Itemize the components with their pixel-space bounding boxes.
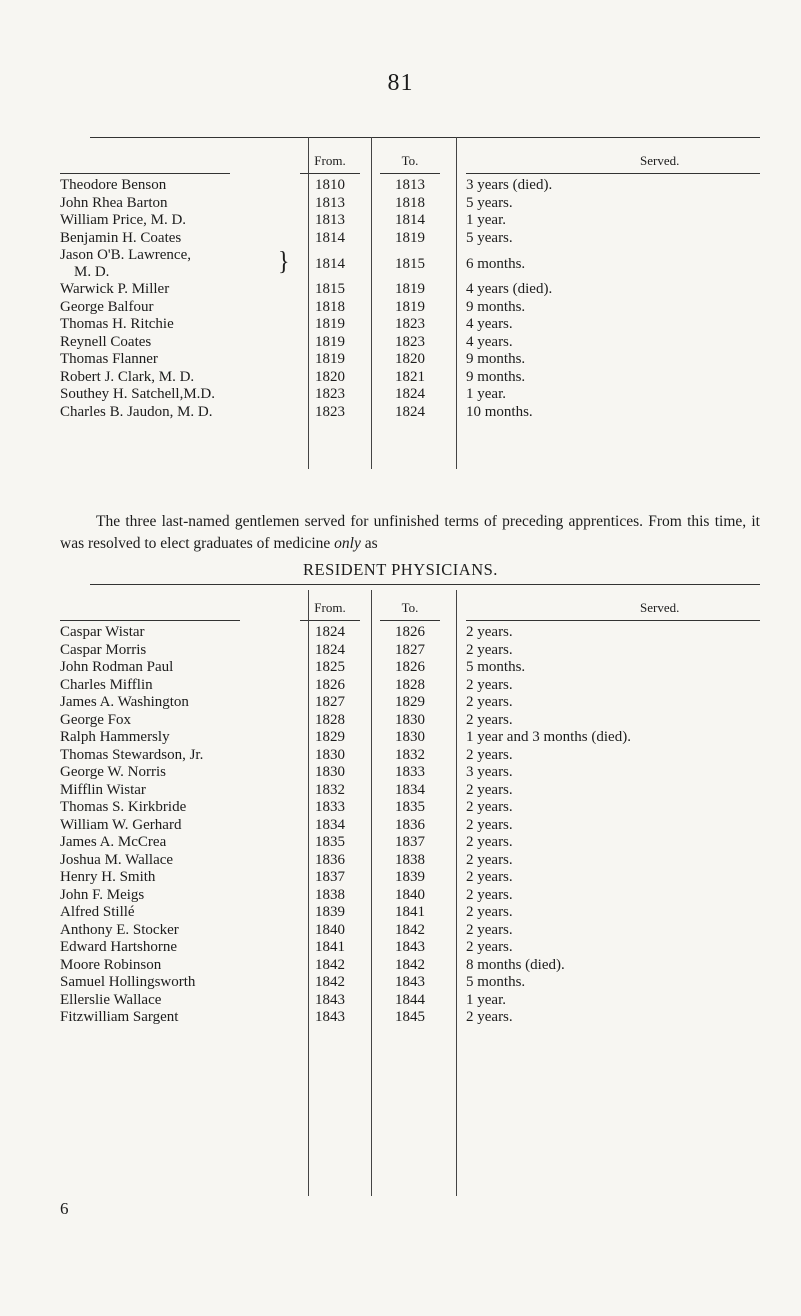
to-cell: 1829 xyxy=(395,694,425,710)
name-cell: George W. Norris xyxy=(60,764,166,780)
to-cell: 1819 xyxy=(395,281,425,297)
table-row xyxy=(60,782,760,800)
served-cell: 5 years. xyxy=(466,229,513,246)
name-cell: Caspar Wistar xyxy=(60,624,145,640)
served-cell: 2 years. xyxy=(466,676,513,693)
brace-mark: } xyxy=(278,247,290,277)
to-cell: 1827 xyxy=(395,641,425,658)
to-cell: 1821 xyxy=(395,368,425,385)
to-cell: 1845 xyxy=(395,1009,425,1025)
from-cell: 1819 xyxy=(315,333,345,350)
name-cell: Ralph Hammersly xyxy=(60,729,170,745)
signature-mark: 6 xyxy=(60,1199,69,1218)
to-cell: 1813 xyxy=(395,177,425,193)
table-row xyxy=(60,922,760,940)
served-cell: 2 years. xyxy=(466,851,513,868)
to-cell: 1836 xyxy=(395,816,425,833)
from-cell: 1829 xyxy=(315,729,345,745)
from-cell: 1836 xyxy=(315,851,345,868)
table-row xyxy=(60,834,760,852)
from-cell: 1839 xyxy=(315,904,345,920)
table-row xyxy=(60,747,760,765)
table-row xyxy=(60,299,760,317)
name-cell: Anthony E. Stocker xyxy=(60,921,179,938)
served-cell: 9 months. xyxy=(466,368,526,385)
section-heading: RESIDENT PHYSICIANS. xyxy=(303,560,498,579)
to-cell: 1814 xyxy=(395,212,425,228)
served-cell: 5 years. xyxy=(466,194,513,211)
to-cell: 1823 xyxy=(395,316,425,332)
name-cell: Theodore Benson xyxy=(60,177,167,193)
from-cell: 1820 xyxy=(315,368,345,385)
to-cell: 1842 xyxy=(395,956,425,973)
name-cell: Caspar Morris xyxy=(60,641,147,658)
table-row xyxy=(60,624,760,642)
table-row xyxy=(60,1009,760,1027)
from-cell: 1823 xyxy=(315,386,345,402)
served-cell: 2 years. xyxy=(466,781,513,798)
table-row xyxy=(60,659,760,677)
from-cell: 1830 xyxy=(315,746,345,763)
to-cell: 1837 xyxy=(395,834,425,850)
table-row xyxy=(60,904,760,922)
to-cell: 1824 xyxy=(395,403,425,420)
table-row xyxy=(60,974,760,992)
table-row xyxy=(60,247,760,281)
served-cell: 2 years. xyxy=(466,799,513,815)
to-cell: 1832 xyxy=(395,746,425,763)
served-cell: 1 year and 3 months (died). xyxy=(466,729,631,745)
served-cell: 1 year. xyxy=(466,212,506,228)
table-row xyxy=(60,677,760,695)
from-cell: 1825 xyxy=(315,659,345,675)
to-cell: 1843 xyxy=(395,974,425,990)
table-row xyxy=(60,799,760,817)
from-cell: 1813 xyxy=(315,212,345,228)
from-cell: 1826 xyxy=(315,676,345,693)
to-cell: 1826 xyxy=(395,659,425,675)
name-cell: Warwick P. Miller xyxy=(60,281,170,297)
served-cell: 4 years (died). xyxy=(466,281,553,297)
name-cell: James A. McCrea xyxy=(60,834,167,850)
name-cell: Thomas S. Kirkbride xyxy=(60,799,187,815)
name-cell: Thomas H. Ritchie xyxy=(60,316,174,332)
from-cell: 1813 xyxy=(315,194,345,211)
from-cell: 1840 xyxy=(315,921,345,938)
to-cell: 1843 xyxy=(395,939,425,955)
table-row xyxy=(60,212,760,230)
table-row xyxy=(60,195,760,213)
from-cell: 1842 xyxy=(315,956,345,973)
from-cell: 1814 xyxy=(315,256,345,272)
name-cell: John F. Meigs xyxy=(60,886,145,903)
name-cell: Alfred Stillé xyxy=(60,904,135,920)
table-row xyxy=(60,642,760,660)
to-cell: 1842 xyxy=(395,921,425,938)
table-row xyxy=(60,992,760,1010)
served-cell: 10 months. xyxy=(466,403,533,420)
served-cell: 2 years. xyxy=(466,904,513,920)
to-cell: 1834 xyxy=(395,781,425,798)
served-cell: 4 years. xyxy=(466,333,513,350)
to-cell: 1815 xyxy=(395,256,425,272)
table-row xyxy=(60,334,760,352)
name-cell: William Price, M. D. xyxy=(60,212,187,228)
table-row xyxy=(60,230,760,248)
table-row xyxy=(60,281,760,299)
table-row xyxy=(60,177,760,195)
table-row xyxy=(60,316,760,334)
from-cell: 1815 xyxy=(315,281,345,297)
header-served: Served. xyxy=(640,153,680,168)
served-cell: 3 years (died). xyxy=(466,177,553,193)
name-cell: Robert J. Clark, M. D. xyxy=(60,368,195,385)
table-row xyxy=(60,386,760,404)
from-cell: 1824 xyxy=(315,641,345,658)
name-cell: Samuel Hollingsworth xyxy=(60,974,196,990)
name-cell: Charles B. Jaudon, M. D. xyxy=(60,403,213,420)
to-cell: 1835 xyxy=(395,799,425,815)
note-end: as xyxy=(364,534,378,552)
header-to: To. xyxy=(401,153,419,168)
served-cell: 2 years. xyxy=(466,1009,513,1025)
table-row xyxy=(60,957,760,975)
served-cell: 2 years. xyxy=(466,921,513,938)
served-cell: 2 years. xyxy=(466,641,513,658)
from-cell: 1843 xyxy=(315,991,345,1008)
note-emphasis: only xyxy=(334,534,361,552)
table-body xyxy=(60,177,760,421)
served-cell: 2 years. xyxy=(466,694,513,710)
from-cell: 1835 xyxy=(315,834,345,850)
served-cell: 4 years. xyxy=(466,316,513,332)
served-cell: 2 years. xyxy=(466,711,513,728)
served-cell: 3 years. xyxy=(466,764,513,780)
to-cell: 1824 xyxy=(395,386,425,402)
header-served: Served. xyxy=(640,600,680,615)
header-from: From. xyxy=(314,600,346,615)
to-cell: 1826 xyxy=(395,624,425,640)
from-cell: 1819 xyxy=(315,316,345,332)
from-cell: 1824 xyxy=(315,624,345,640)
name-cell: Jason O'B. Lawrence, xyxy=(60,247,191,263)
to-cell: 1819 xyxy=(395,229,425,246)
table-row xyxy=(60,887,760,905)
to-cell: 1823 xyxy=(395,333,425,350)
from-cell: 1810 xyxy=(315,177,345,193)
name-cell: Southey H. Satchell,M.D. xyxy=(60,386,215,402)
note-text: The three last-named gentlemen served for unfinished terms of preceding apprentices. From this time, it was resolved to elect graduates of medicine xyxy=(60,512,760,552)
served-cell: 2 years. xyxy=(466,886,513,903)
name-cell: William W. Gerhard xyxy=(60,816,182,833)
note-paragraph xyxy=(60,511,760,555)
table-row xyxy=(60,351,760,369)
to-cell: 1818 xyxy=(395,194,425,211)
name-cell: Reynell Coates xyxy=(60,333,152,350)
to-cell: 1833 xyxy=(395,764,425,780)
table-row xyxy=(60,369,760,387)
name-cell: George Fox xyxy=(60,711,131,728)
to-cell: 1828 xyxy=(395,676,425,693)
name-cell: James A. Washington xyxy=(60,694,189,710)
to-cell: 1844 xyxy=(395,991,425,1008)
served-cell: 1 year. xyxy=(466,386,506,402)
to-cell: 1819 xyxy=(395,298,425,315)
name-cell: Benjamin H. Coates xyxy=(60,229,182,246)
table-row xyxy=(60,712,760,730)
served-cell: 5 months. xyxy=(466,659,526,675)
served-cell: 5 months. xyxy=(466,974,526,990)
from-cell: 1834 xyxy=(315,816,345,833)
to-cell: 1830 xyxy=(395,729,425,745)
table-row xyxy=(60,764,760,782)
name-cell: Thomas Stewardson, Jr. xyxy=(60,746,204,763)
from-cell: 1819 xyxy=(315,351,345,367)
header-to: To. xyxy=(401,600,419,615)
header-from: From. xyxy=(314,153,346,168)
to-cell: 1820 xyxy=(395,351,425,367)
from-cell: 1828 xyxy=(315,711,345,728)
served-cell: 2 years. xyxy=(466,834,513,850)
from-cell: 1843 xyxy=(315,1009,345,1025)
table-row xyxy=(60,694,760,712)
served-cell: 2 years. xyxy=(466,746,513,763)
to-cell: 1830 xyxy=(395,711,425,728)
served-cell: 2 years. xyxy=(466,869,513,885)
name-cell: Henry H. Smith xyxy=(60,869,156,885)
to-cell: 1841 xyxy=(395,904,425,920)
to-cell: 1840 xyxy=(395,886,425,903)
from-cell: 1814 xyxy=(315,229,345,246)
name-cell: Charles Mifflin xyxy=(60,676,153,693)
table-body xyxy=(60,624,760,1027)
served-cell: 2 years. xyxy=(466,816,513,833)
table-row xyxy=(60,817,760,835)
served-cell: 9 months. xyxy=(466,298,526,315)
served-cell: 1 year. xyxy=(466,991,506,1008)
name-cell-continued: M. D. xyxy=(74,264,110,280)
name-cell: Fitzwilliam Sargent xyxy=(60,1009,179,1025)
page-number: 81 xyxy=(387,70,414,96)
table-row xyxy=(60,939,760,957)
name-cell: John Rhea Barton xyxy=(60,194,168,211)
table-row xyxy=(60,852,760,870)
from-cell: 1823 xyxy=(315,403,345,420)
from-cell: 1841 xyxy=(315,939,345,955)
from-cell: 1837 xyxy=(315,869,345,885)
served-cell: 8 months (died). xyxy=(466,956,565,973)
name-cell: Edward Hartshorne xyxy=(60,939,178,955)
from-cell: 1830 xyxy=(315,764,345,780)
apprentices-table xyxy=(60,137,760,421)
table-row xyxy=(60,404,760,422)
to-cell: 1839 xyxy=(395,869,425,885)
name-cell: Mifflin Wistar xyxy=(60,781,146,798)
served-cell: 2 years. xyxy=(466,939,513,955)
table-row xyxy=(60,869,760,887)
name-cell: Joshua M. Wallace xyxy=(60,851,174,868)
from-cell: 1833 xyxy=(315,799,345,815)
to-cell: 1838 xyxy=(395,851,425,868)
name-cell: Ellerslie Wallace xyxy=(60,991,162,1008)
from-cell: 1832 xyxy=(315,781,345,798)
from-cell: 1838 xyxy=(315,886,345,903)
resident-physicians-table xyxy=(60,584,760,1027)
served-cell: 9 months. xyxy=(466,351,526,367)
from-cell: 1818 xyxy=(315,298,345,315)
table-header xyxy=(60,137,760,177)
from-cell: 1842 xyxy=(315,974,345,990)
served-cell: 6 months. xyxy=(466,256,526,272)
name-cell: George Balfour xyxy=(60,298,154,315)
name-cell: Thomas Flanner xyxy=(60,351,158,367)
name-cell: John Rodman Paul xyxy=(60,659,174,675)
from-cell: 1827 xyxy=(315,694,345,710)
served-cell: 2 years. xyxy=(466,624,513,640)
name-cell: Moore Robinson xyxy=(60,956,162,973)
table-header xyxy=(60,584,760,624)
table-row xyxy=(60,729,760,747)
